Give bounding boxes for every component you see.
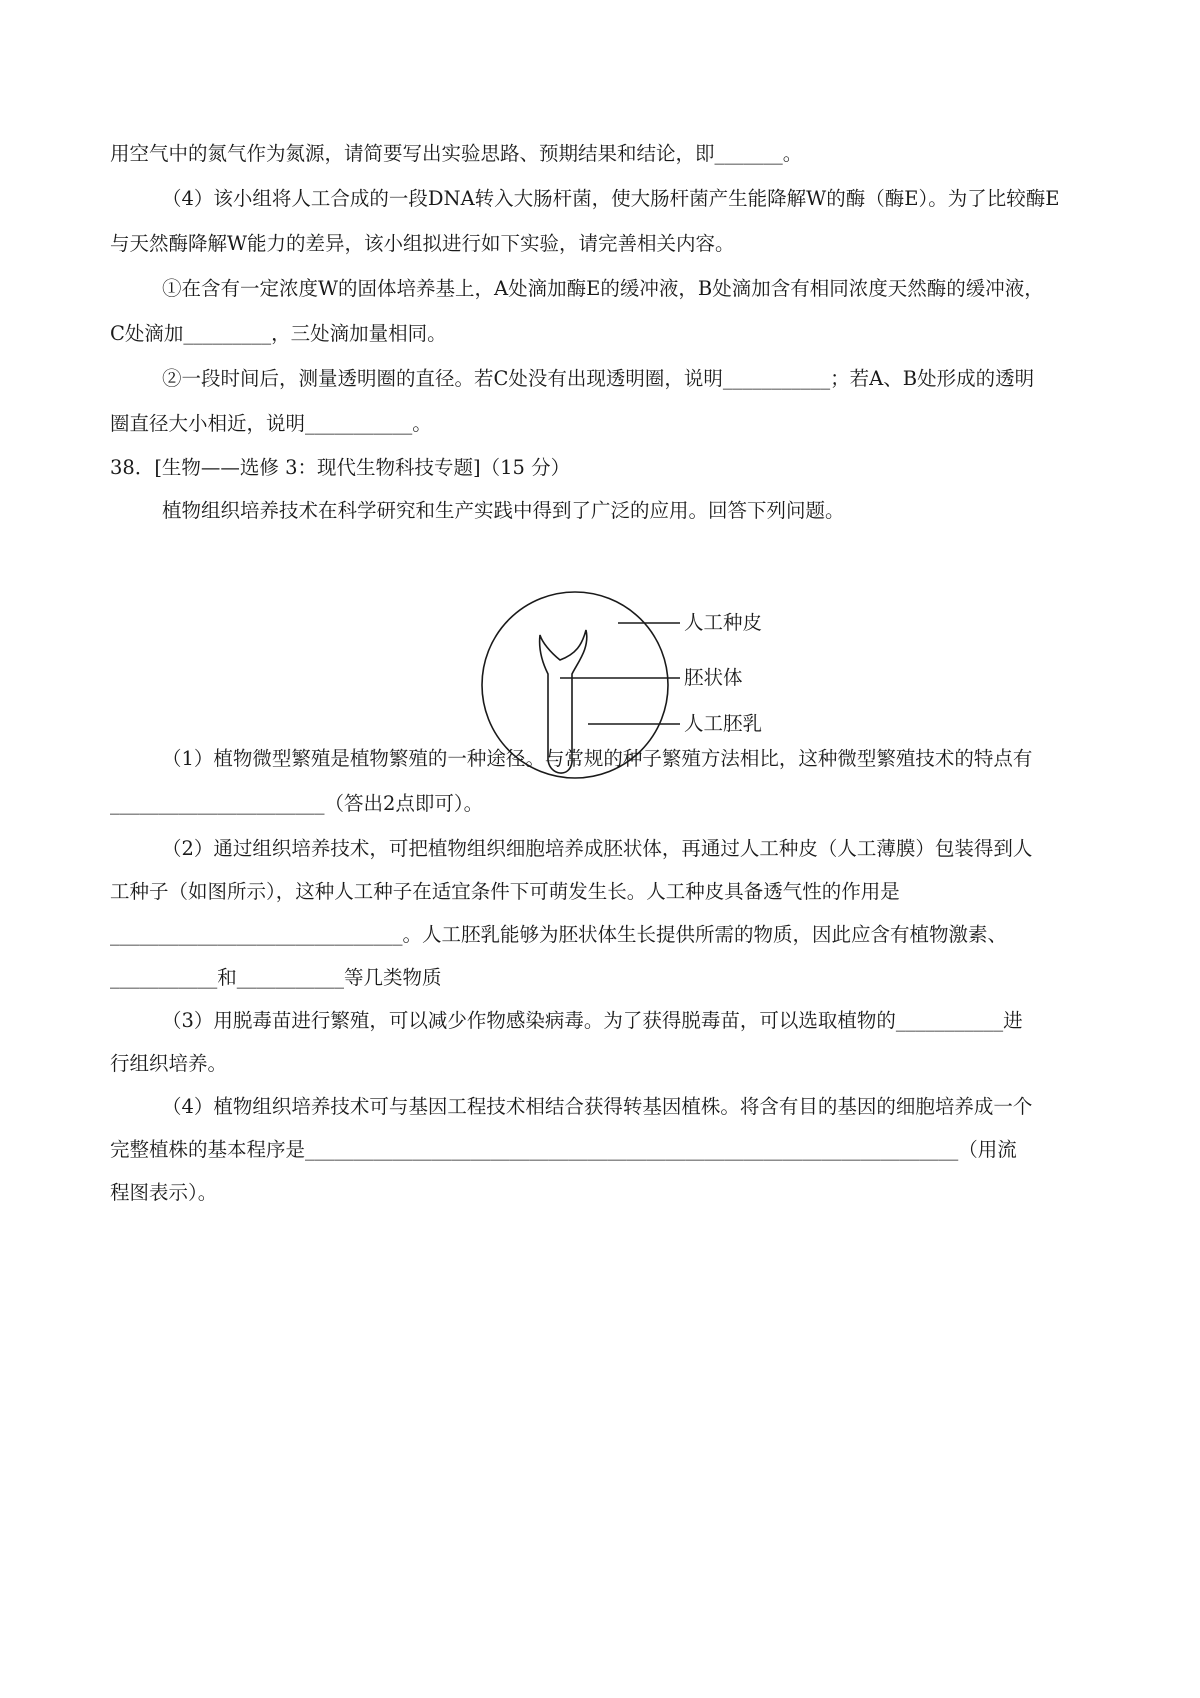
q38-part4-line1: （4）植物组织培养技术可与基因工程技术相结合获得转基因植株。将含有目的基因的细胞培养成一个 (162, 1095, 1033, 1118)
label-artificial-seed-coat: 人工种皮 (684, 611, 763, 634)
q38-part3-line2: 行组织培养。 (110, 1052, 228, 1075)
q37-step1-line2: C处滴加_________，三处滴加量相同。 (110, 322, 447, 345)
q37-part4-line2: 与天然酶降解W能力的差异，该小组拟进行如下实验，请完善相关内容。 (110, 232, 735, 255)
q38-part3-line1: （3）用脱毒苗进行繁殖，可以减少作物感染病毒。为了获得脱毒苗，可以选取植物的___________进 (162, 1009, 1023, 1032)
q37-line-nitrogen: 用空气中的氮气作为氮源，请简要写出实验思路、预期结果和结论，即_______。 (110, 142, 803, 165)
q38-part2-line3: ______________________________。人工胚乳能够为胚状体生长提供所需的物质，因此应含有植物激素、 (110, 923, 1008, 946)
q38-part2-line1: （2）通过组织培养技术，可把植物组织细胞培养成胚状体，再通过人工种皮（人工薄膜）包装得到人 (162, 837, 1033, 860)
q38-part2-line2: 工种子（如图所示），这种人工种子在适宜条件下可萌发生长。人工种皮具备透气性的作用是 (110, 880, 900, 903)
q38-part4-line3: 程图表示）。 (110, 1181, 218, 1204)
q37-step1-line1: ①在含有一定浓度W的固体培养基上，A处滴加酶E的缓冲液，B处滴加含有相同浓度天然酶的缓冲液， (162, 277, 1044, 300)
q38-part1-line1: （1）植物微型繁殖是植物繁殖的一种途径。与常规的种子繁殖方法相比，这种微型繁殖技术的特点有 (162, 747, 1033, 770)
q38-intro: 植物组织培养技术在科学研究和生产实践中得到了广泛的应用。回答下列问题。 (162, 499, 845, 522)
q37-step2-line1: ②一段时间后，测量透明圈的直径。若C处没有出现透明圈，说明___________；若A、B处形成的透明 (162, 367, 1035, 390)
q37-step2-line2: 圈直径大小相近，说明___________。 (110, 412, 432, 435)
q38-part1-line2: ______________________（答出2点即可）。 (110, 792, 484, 815)
q37-part4-line1: （4）该小组将人工合成的一段DNA转入大肠杆菌，使大肠杆菌产生能降解W的酶（酶E）。为了比较酶E (162, 187, 1060, 210)
q38-heading: 38．[生物——选修 3：现代生物科技专题]（15 分） (110, 456, 571, 479)
q38-part4-line2: 完整植株的基本程序是___________________________________________________________________（用流 (110, 1138, 1017, 1161)
label-embryoid: 胚状体 (684, 666, 743, 689)
label-artificial-endosperm: 人工胚乳 (684, 712, 763, 735)
q38-part2-line4: ___________和___________等几类物质 (110, 966, 442, 989)
